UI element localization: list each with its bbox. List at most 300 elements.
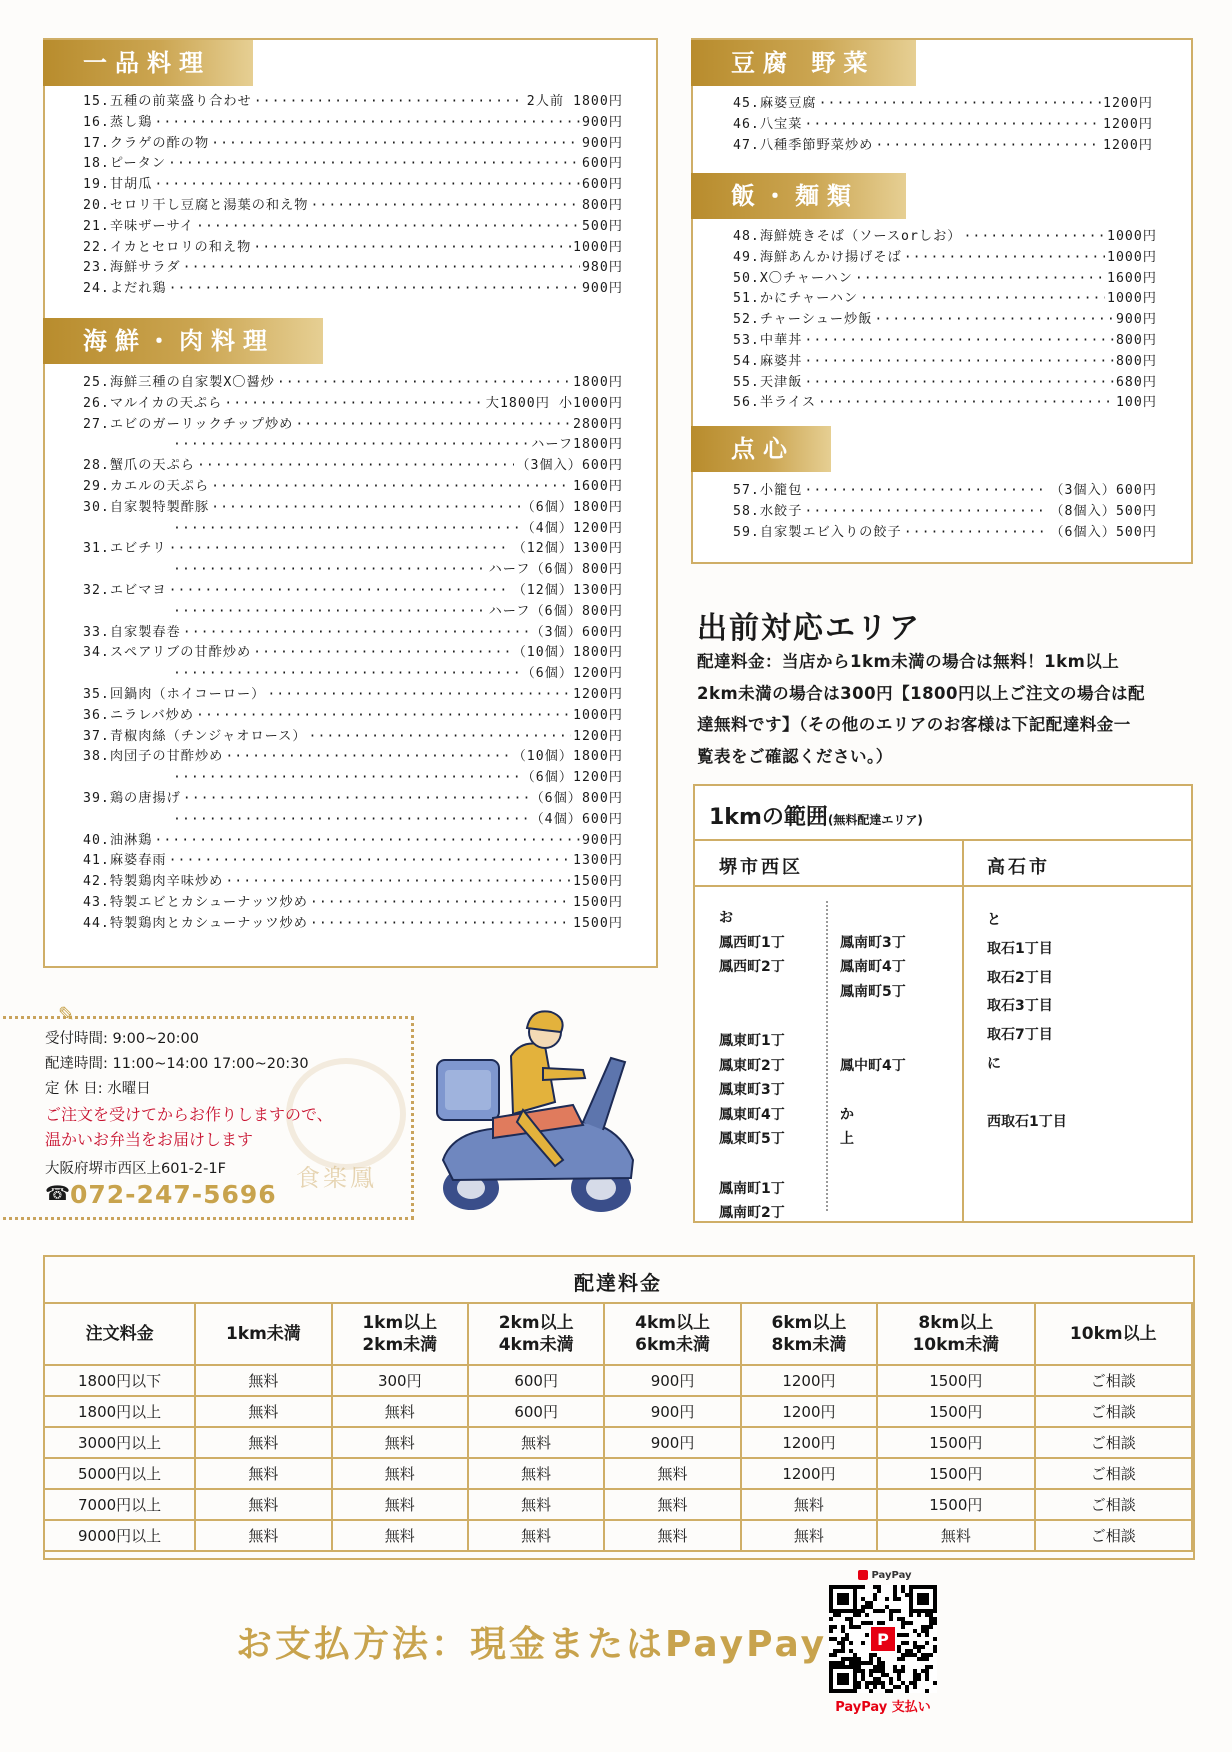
- menu-list-tofu: [733, 94, 1153, 156]
- menu-item-name: 53.中華丼: [733, 332, 803, 348]
- dot-leader: [804, 373, 1114, 394]
- menu-item-price: ハーフ（6個）800円: [488, 603, 623, 619]
- menu-item: [733, 248, 1157, 269]
- menu-item-price: 1000円: [573, 239, 623, 255]
- fee-cell: 300円: [332, 1365, 468, 1396]
- menu-item-price: （4個）1200円: [521, 520, 623, 536]
- menu-item-price: 680円: [1115, 374, 1157, 390]
- delivery-note: [697, 646, 1197, 772]
- menu-item: [83, 258, 623, 279]
- dot-leader: [211, 477, 571, 498]
- dot-leader: [295, 415, 571, 436]
- fee-cell: 1200円: [741, 1396, 877, 1427]
- dot-leader: [183, 258, 580, 279]
- menu-item-price: 800円: [1115, 332, 1157, 348]
- area-divider-h2: [695, 885, 1191, 887]
- fee-header-cell: 2km以上 4km未満: [468, 1303, 604, 1365]
- dot-leader: [904, 248, 1105, 269]
- menu-item-price: 1000円: [1107, 229, 1157, 244]
- menu-item-price: 100円: [1115, 395, 1157, 411]
- menu-item-price: 1500円: [573, 915, 623, 931]
- fee-cell: 1500円: [877, 1396, 1034, 1427]
- menu-item: [83, 914, 623, 935]
- menu-item-name: 41.麻婆春雨: [83, 853, 167, 869]
- menu-item: [733, 502, 1157, 523]
- area-entry: に: [987, 1055, 1001, 1072]
- fee-cell: 無料: [604, 1458, 740, 1489]
- shop-logo-watermark-text: 食楽鳳: [296, 1164, 377, 1192]
- menu-item-name: 32.エビマヨ: [83, 582, 167, 598]
- area-entry: 鳳南町5丁: [840, 983, 906, 1000]
- menu-item-name: 34.スペアリブの甘酢炒め: [83, 645, 252, 661]
- menu-item: [83, 134, 623, 155]
- dot-leader: [804, 502, 1048, 523]
- delivery-note-line: 配達料金：当店から1km未満の場合は無料！1km以上: [697, 652, 1120, 671]
- menu-item-price: ハーフ1800円: [531, 437, 623, 453]
- qr-top-text: PayPay: [871, 1570, 912, 1581]
- menu-item-price: 1200円: [573, 728, 623, 744]
- fee-table-header-row: [44, 1303, 1192, 1365]
- menu-item-price: 1200円: [573, 686, 623, 702]
- menu-item-name: 20.セロリ干し豆腐と湯葉の和え物: [83, 197, 309, 213]
- delivery-note-line: 達無料です】（その他のエリアのお客様は下記配達料金一: [697, 715, 1131, 734]
- dot-leader: [173, 664, 520, 685]
- menu-item: [733, 227, 1157, 248]
- phone-number-link[interactable]: 072-247-5696: [70, 1180, 277, 1209]
- fee-row: [44, 1427, 1192, 1458]
- fee-row: [44, 1396, 1192, 1427]
- fee-header-cell: 4km以上 6km未満: [604, 1303, 740, 1365]
- fee-cell: 600円: [468, 1396, 604, 1427]
- dot-leader: [173, 602, 487, 623]
- area-entry: [840, 906, 906, 931]
- fee-cell: ご相談: [1035, 1396, 1192, 1427]
- menu-item-price: （6個入）500円: [1050, 524, 1157, 540]
- menu-item: [733, 523, 1157, 544]
- dot-leader: [169, 539, 511, 560]
- fee-table: [43, 1302, 1193, 1552]
- fee-cell: 無料: [195, 1520, 331, 1551]
- menu-item-name: 57.小籠包: [733, 483, 803, 498]
- dot-leader: [804, 352, 1114, 373]
- delivery-hours: 配達時間: 11:00~14:00 17:00~20:30: [45, 1056, 309, 1072]
- area-entry: [719, 980, 785, 1005]
- area-col2-header: 高石市: [987, 857, 1050, 878]
- area-col1-dotted-divider: [826, 901, 828, 1211]
- dot-leader: [197, 456, 514, 477]
- area-entry: 鳳西町1丁: [719, 934, 785, 951]
- fee-cell: 9000円以上: [44, 1520, 195, 1551]
- menu-item-price: 500円: [581, 218, 623, 234]
- fee-cell: 1500円: [877, 1458, 1034, 1489]
- menu-item-name: 58.水餃子: [733, 503, 803, 519]
- dot-leader: [173, 768, 520, 789]
- fee-cell: 無料: [741, 1520, 877, 1551]
- qr-top-label: [858, 1570, 912, 1581]
- menu-item-name: 28.蟹爪の天ぷら: [83, 458, 195, 474]
- menu-item-name: 40.油淋鶏: [83, 832, 153, 848]
- fee-cell: 1800円以下: [44, 1365, 195, 1396]
- menu-item-name: 55.天津飯: [733, 374, 803, 390]
- area-divider-v: [962, 839, 964, 1221]
- fee-cell: 無料: [332, 1489, 468, 1520]
- area-title-text: 1kmの範囲: [709, 805, 828, 830]
- area-entry: 鳳中町4丁: [840, 1057, 906, 1074]
- fee-cell: 無料: [877, 1520, 1034, 1551]
- menu-item: [733, 289, 1157, 310]
- fee-cell: 無料: [332, 1427, 468, 1458]
- area-entry: 鳳南町1丁: [719, 1180, 785, 1197]
- area-entry: 西取石1丁目: [987, 1113, 1067, 1130]
- menu-item-name: 38.肉団子の甘酢炒め: [83, 749, 224, 765]
- menu-item: [83, 893, 623, 914]
- menu-item: [83, 602, 623, 623]
- fee-row: [44, 1365, 1192, 1396]
- menu-item-price: （3個）600円: [530, 624, 623, 640]
- menu-item-price: 2800円: [573, 416, 623, 432]
- menu-item-name: 16.蒸し鶏: [83, 114, 153, 130]
- dot-leader: [173, 435, 529, 456]
- menu-item-name: 39.鶏の唐揚げ: [83, 790, 181, 806]
- dot-leader: [267, 685, 571, 706]
- fee-cell: 900円: [604, 1396, 740, 1427]
- menu-item-name: 17.クラゲの酢の物: [83, 135, 210, 151]
- fee-cell: 900円: [604, 1427, 740, 1458]
- area-entry: 鳳西町2丁: [719, 959, 785, 976]
- menu-item-name: 24.よだれ鶏: [83, 281, 167, 297]
- fee-cell: 無料: [604, 1520, 740, 1551]
- area-col1a: [719, 906, 785, 1226]
- section-title-kaisen: 海鮮・肉料理: [43, 318, 323, 364]
- menu-item-name: 18.ピータン: [83, 156, 167, 172]
- area-entry: 上: [840, 1131, 854, 1148]
- menu-item: [733, 136, 1153, 157]
- menu-item-price: （6個）1200円: [521, 666, 623, 682]
- fee-cell: 無料: [195, 1365, 331, 1396]
- menu-item: [83, 196, 623, 217]
- dot-leader: [310, 196, 580, 217]
- menu-item-price: 大1800円 小1000円: [485, 395, 623, 411]
- fee-cell: 無料: [741, 1489, 877, 1520]
- area-entry: [987, 1079, 1067, 1108]
- dot-leader: [173, 560, 487, 581]
- menu-item-price: 900円: [1115, 312, 1157, 328]
- dot-leader: [818, 393, 1114, 414]
- area-entry: [719, 1004, 785, 1029]
- dot-leader: [253, 238, 571, 259]
- area-entry: 鳳東町2丁: [719, 1057, 785, 1074]
- menu-list-tenshin: [733, 481, 1157, 543]
- area-entry: お: [719, 910, 733, 926]
- dot-leader: [154, 831, 580, 852]
- menu-item-name: 56.半ライス: [733, 395, 817, 411]
- menu-item-price: 600円: [581, 156, 623, 172]
- section-title-ippin: 一品料理: [43, 40, 253, 86]
- menu-item-price: （6個）1800円: [521, 499, 623, 515]
- fee-header-cell: 8km以上 10km未満: [877, 1303, 1034, 1365]
- delivery-note-line: 覧表をご確認ください。）: [697, 746, 893, 766]
- area-entry: と: [987, 912, 1001, 928]
- menu-item-name: 44.特製鶏肉とカシューナッツ炒め: [83, 915, 308, 931]
- area-entry: 鳳東町1丁: [719, 1032, 785, 1049]
- menu-item-name: 19.甘胡瓜: [83, 177, 153, 193]
- section-title-men: 飯・麺類: [691, 173, 906, 219]
- menu-item-name: 43.特製エビとカシューナッツ炒め: [83, 894, 308, 910]
- fee-row: [44, 1520, 1192, 1551]
- dot-leader: [963, 227, 1105, 248]
- menu-item: [83, 789, 623, 810]
- delivery-note-line: 2km未満の場合は300円【1800円以上ご注文の場合は配: [697, 683, 1146, 703]
- menu-item-price: （3個入）600円: [1050, 483, 1157, 498]
- menu-item-name: 50.X〇チャーハン: [733, 270, 853, 286]
- section-title-tofu: 豆腐 野菜: [691, 40, 916, 86]
- menu-item-name: 49.海鮮あんかけ揚げそば: [733, 249, 902, 265]
- menu-item-name: 47.八種季節野菜炒め: [733, 137, 874, 153]
- menu-item-price: （12個）1300円: [512, 541, 623, 557]
- notice-line-1: ご注文を受けてからお作りしますので、: [45, 1105, 333, 1124]
- reception-hours: 受付時間: 9:00~20:00: [45, 1031, 199, 1047]
- fee-header-cell: 1km以上 2km未満: [332, 1303, 468, 1365]
- menu-item-price: 800円: [1115, 353, 1157, 369]
- menu-item-price: 1200円: [1103, 116, 1153, 132]
- area-entry: 鳳南町2丁: [719, 1205, 785, 1222]
- menu-item: [733, 269, 1157, 290]
- menu-item-price: 1500円: [573, 894, 623, 910]
- menu-item: [83, 519, 623, 540]
- dot-leader: [169, 581, 511, 602]
- menu-item: [733, 331, 1157, 352]
- menu-item-name: 45.麻婆豆腐: [733, 96, 817, 111]
- menu-item-price: 800円: [581, 197, 623, 213]
- dot-leader: [904, 523, 1049, 544]
- menu-item-price: 900円: [581, 281, 623, 297]
- menu-item: [83, 581, 623, 602]
- fee-cell: 無料: [468, 1427, 604, 1458]
- menu-item-name: 29.カエルの天ぷら: [83, 478, 210, 494]
- fee-cell: 無料: [195, 1396, 331, 1427]
- notice-line-2: 温かいお弁当をお届けします: [45, 1130, 254, 1149]
- bird-ornament-icon: ✎: [58, 1002, 75, 1026]
- dot-leader: [196, 217, 580, 238]
- fee-cell: 無料: [468, 1489, 604, 1520]
- fee-cell: ご相談: [1035, 1458, 1192, 1489]
- dot-leader: [224, 394, 484, 415]
- menu-item-price: 1600円: [1107, 270, 1157, 286]
- dot-leader: [819, 94, 1101, 115]
- menu-item-price: 1000円: [1107, 249, 1157, 265]
- menu-item: [83, 394, 623, 415]
- menu-item: [83, 498, 623, 519]
- menu-item-name: 21.辛味ザーサイ: [83, 218, 195, 234]
- delivery-scooter-illustration: [433, 1010, 673, 1215]
- menu-item-price: 980円: [581, 260, 623, 276]
- menu-item-price: 1000円: [573, 707, 623, 723]
- area-entry: 鳳東町4丁: [719, 1106, 785, 1123]
- menu-item: [83, 456, 623, 477]
- fee-cell: ご相談: [1035, 1520, 1192, 1551]
- menu-item-name: 59.自家製エビ入りの餃子: [733, 524, 902, 540]
- menu-item: [733, 115, 1153, 136]
- menu-item: [83, 831, 623, 852]
- menu-item-price: （3個入）600円: [516, 458, 623, 474]
- dot-leader: [183, 789, 529, 810]
- menu-item-name: 36.ニラレバ炒め: [83, 707, 195, 723]
- closed-day: 定 休 日: 水曜日: [45, 1081, 151, 1097]
- menu-item: [83, 477, 623, 498]
- menu-item-name: 22.イカとセロリの和え物: [83, 239, 252, 255]
- menu-item: [83, 664, 623, 685]
- menu-item-price: 1500円: [573, 874, 623, 890]
- dot-leader: [183, 623, 529, 644]
- dot-leader: [310, 893, 571, 914]
- phone-icon: ☎: [45, 1181, 70, 1205]
- fee-cell: 無料: [332, 1520, 468, 1551]
- menu-item: [83, 851, 623, 872]
- shop-address: 大阪府堺市西区上601-2-1F: [45, 1161, 226, 1177]
- fee-cell: 3000円以上: [44, 1427, 195, 1458]
- dot-leader: [855, 269, 1105, 290]
- menu-item-price: 2人前 1800円: [526, 94, 623, 109]
- menu-item: [733, 352, 1157, 373]
- dot-leader: [254, 92, 525, 113]
- menu-item: [83, 415, 623, 436]
- dot-leader: [173, 519, 520, 540]
- area-entry: [840, 1078, 906, 1103]
- dot-leader: [310, 914, 571, 935]
- fee-cell: 600円: [468, 1365, 604, 1396]
- qr-bottom-label: PayPay 支払い: [835, 1700, 931, 1715]
- dot-leader: [154, 175, 580, 196]
- area-entry: [840, 1004, 906, 1029]
- menu-item: [733, 373, 1157, 394]
- fee-cell: 5000円以上: [44, 1458, 195, 1489]
- area-divider-h1: [695, 839, 1191, 841]
- menu-item: [83, 238, 623, 259]
- menu-item-price: 900円: [581, 832, 623, 848]
- fee-cell: 無料: [468, 1458, 604, 1489]
- fee-cell: 1200円: [741, 1427, 877, 1458]
- menu-item-price: （12個）1300円: [512, 582, 623, 598]
- dot-leader: [804, 115, 1101, 136]
- menu-item: [83, 154, 623, 175]
- menu-item: [83, 768, 623, 789]
- fee-cell: 無料: [332, 1458, 468, 1489]
- menu-item-name: 15.五種の前菜盛り合わせ: [83, 94, 252, 109]
- fee-cell: 1200円: [741, 1365, 877, 1396]
- menu-item-name: 33.自家製春巻: [83, 624, 181, 640]
- area-entry: 取石3丁目: [987, 998, 1053, 1015]
- fee-cell: 1800円以上: [44, 1396, 195, 1427]
- dot-leader: [253, 643, 510, 664]
- dot-leader: [804, 331, 1114, 352]
- area-entry: 鳳南町4丁: [840, 959, 906, 976]
- menu-item-name: 46.八宝菜: [733, 116, 803, 132]
- fee-cell: 1500円: [877, 1427, 1034, 1458]
- menu-item-price: 1600円: [573, 478, 623, 494]
- area-entry: 鳳南町3丁: [840, 934, 906, 951]
- area-title: [709, 800, 923, 831]
- fee-cell: 1500円: [877, 1365, 1034, 1396]
- dot-leader: [309, 727, 572, 748]
- menu-item: [83, 810, 623, 831]
- menu-item-name: 30.自家製特製酢豚: [83, 499, 210, 515]
- fee-cell: 無料: [195, 1427, 331, 1458]
- menu-item: [83, 539, 623, 560]
- dot-leader: [211, 498, 519, 519]
- dot-leader: [860, 289, 1105, 310]
- menu-item-price: 900円: [581, 114, 623, 130]
- fee-cell: ご相談: [1035, 1489, 1192, 1520]
- area-title-note: (無料配達エリア): [827, 813, 923, 827]
- paypay-qr-code-icon: [829, 1585, 937, 1693]
- fee-header-cell: 10km以上: [1035, 1303, 1192, 1365]
- menu-item: [83, 113, 623, 134]
- dot-leader: [154, 113, 580, 134]
- fee-header-cell: 1km未満: [195, 1303, 331, 1365]
- menu-item-price: （10個）1800円: [512, 645, 623, 661]
- area-col1b: [840, 906, 906, 1152]
- menu-item: [83, 373, 623, 394]
- menu-list-ippin: [83, 92, 623, 300]
- menu-item-price: 600円: [581, 177, 623, 193]
- section-title-tenshin: 点心: [691, 426, 831, 472]
- menu-item-price: 900円: [581, 135, 623, 151]
- menu-item: [733, 310, 1157, 331]
- menu-list-kaisen: [83, 373, 623, 935]
- fee-cell: 無料: [332, 1396, 468, 1427]
- fee-header-cell: 注文料金: [44, 1303, 195, 1365]
- svg-text:P: P: [877, 1630, 889, 1649]
- menu-item-price: 1300円: [573, 853, 623, 869]
- menu-item-name: 54.麻婆丼: [733, 353, 803, 369]
- fee-cell: 無料: [195, 1458, 331, 1489]
- menu-item: [83, 706, 623, 727]
- fee-row: [44, 1489, 1192, 1520]
- menu-item-price: （4個）600円: [530, 811, 623, 827]
- dot-leader: [196, 706, 571, 727]
- menu-item-name: 23.海鮮サラダ: [83, 260, 181, 276]
- fee-table-title: 配達料金: [574, 1271, 662, 1295]
- delivery-heading: 出前対応エリア: [697, 611, 921, 646]
- menu-list-men: [733, 227, 1157, 414]
- dot-leader: [875, 136, 1101, 157]
- menu-item: [83, 175, 623, 196]
- menu-item-name: 52.チャーシュー炒飯: [733, 312, 873, 328]
- menu-item: [83, 560, 623, 581]
- fee-cell: 無料: [468, 1520, 604, 1551]
- menu-item: [83, 92, 623, 113]
- menu-item-price: （10個）1800円: [512, 749, 623, 765]
- menu-item-name: 27.エビのガーリックチップ炒め: [83, 416, 294, 432]
- paypay-small-icon: [858, 1570, 868, 1580]
- fee-cell: 7000円以上: [44, 1489, 195, 1520]
- area-entry: か: [840, 1106, 854, 1123]
- menu-item: [83, 643, 623, 664]
- menu-item-name: 37.青椒肉絲（チンジャオロース）: [83, 728, 307, 744]
- fee-header-cell: 6km以上 8km未満: [741, 1303, 877, 1365]
- area-entry: 鳳東町3丁: [719, 1082, 785, 1099]
- dot-leader: [169, 279, 580, 300]
- fee-cell: 無料: [604, 1489, 740, 1520]
- menu-item: [83, 747, 623, 768]
- menu-item-name: 31.エビチリ: [83, 541, 167, 557]
- dot-leader: [211, 134, 580, 155]
- menu-item-price: （6個）800円: [530, 790, 623, 806]
- dot-leader: [173, 810, 528, 831]
- menu-item-price: 1200円: [1103, 137, 1153, 153]
- dot-leader: [168, 154, 580, 175]
- menu-item-name: 25.海鮮三種の自家製X〇醤炒: [83, 375, 275, 390]
